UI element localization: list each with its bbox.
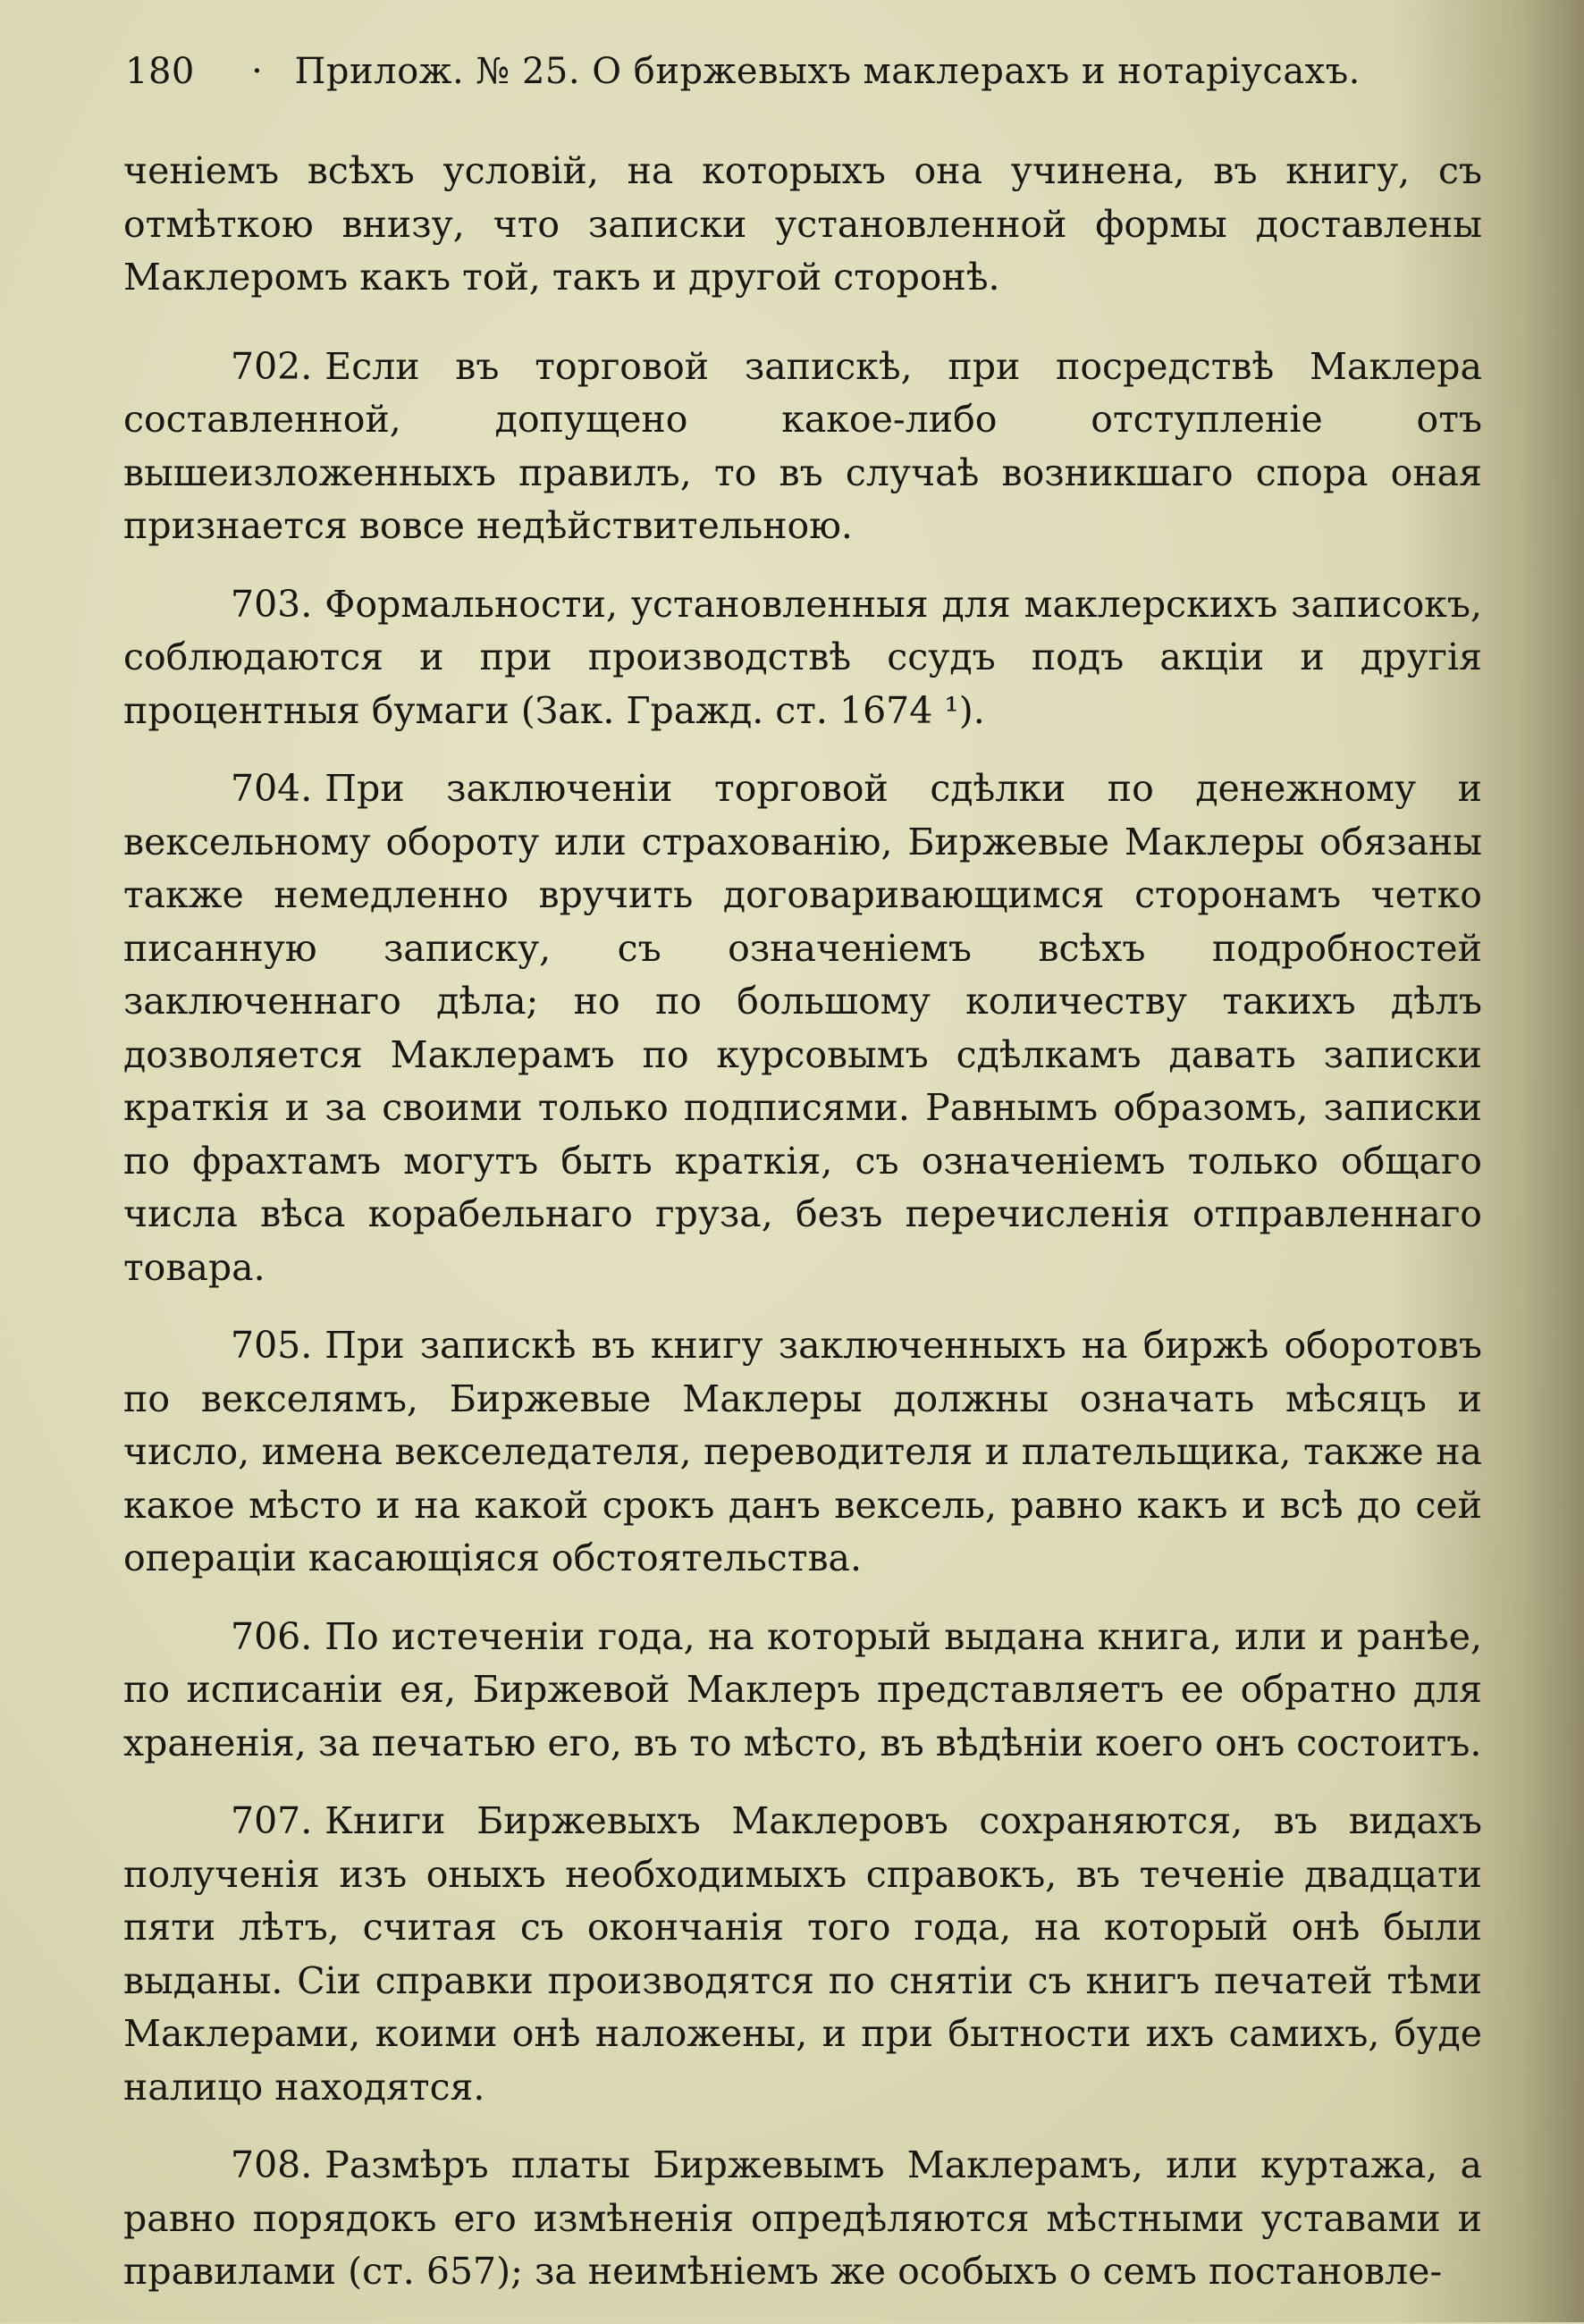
paragraph-text: Книги Биржевыхъ Маклеровъ сохраняются, въ видахъ полученія изъ оныхъ необходимыхъ справокъ, въ теченіе двадцати пяти лѣтъ, считая съ окончанія того года, на который онѣ были выданы. Сіи справки производятся по снятіи съ книгъ печатей тѣми Маклерами, коими онѣ наложены, и при бытности ихъ самихъ, буде налицо находятся. — [123, 1799, 1482, 2109]
article-number: 703. — [231, 582, 313, 626]
article-number: 706. — [231, 1614, 313, 1658]
article-704 — [123, 762, 1482, 1294]
paragraph-text: Формальности, установленныя для маклерскихъ записокъ, соблюдаются и при производствѣ ссудъ подъ акціи и другія процентныя бумаги (Зак. Гражд. ст. 1674 ¹). — [123, 582, 1482, 732]
article-number: 705. — [231, 1324, 313, 1367]
article-number: 702. — [231, 344, 313, 388]
article-705 — [123, 1319, 1482, 1586]
paragraph-text: Если въ торговой запискѣ, при посредствѣ Маклера составленной, допущено какое-либо отступленіе отъ вышеизложенныхъ правилъ, то въ случаѣ возникшаго спора оная признается вовсе недѣйствительною. — [123, 344, 1482, 547]
article-703 — [123, 578, 1482, 738]
paragraph-text: При заключеніи торговой сдѣлки по денежному и вексельному обороту или страхованію, Биржевые Маклеры обязаны также немедленно вручить договаривающимся сторонамъ четко писанную записку, съ означеніемъ всѣхъ подробностей заключеннаго дѣла; но по большому количеству такихъ дѣлъ дозволяется Маклерамъ по курсовымъ сдѣлкамъ давать записки краткія и за своими только подписями. Равнымъ образомъ, записки по фрахтамъ могутъ быть краткія, съ означеніемъ только общаго числа вѣса корабельнаго груза, безъ перечисленія отправленнаго товара. — [123, 767, 1482, 1289]
article-706 — [123, 1611, 1482, 1771]
paragraph-text: При запискѣ въ книгу заключенныхъ на биржѣ оборотовъ по векселямъ, Биржевые Маклеры должны означать мѣсяцъ и число, имена векселедателя, переводителя и плательщика, также на какое мѣсто и на какой срокъ данъ вексель, равно какъ и всѣ до сей операціи касающіяся обстоятельства. — [123, 1324, 1482, 1579]
running-head — [125, 45, 1484, 98]
paragraph-continued — [123, 145, 1482, 305]
paragraph-text: По истеченіи года, на который выдана книга, или и ранѣе, по исписаніи ея, Биржевой Маклеръ представляетъ ее обратно для храненія, за печатью его, въ то мѣсто, въ вѣдѣніи коего онъ состоитъ. — [123, 1614, 1482, 1764]
header-title: Прилож. № 25. О биржевыхъ маклерахъ и нотаріусахъ. — [294, 51, 1361, 92]
header-dot: · — [251, 51, 264, 92]
page-number: 180 — [125, 51, 195, 92]
article-702 — [123, 341, 1482, 553]
article-number: 708. — [231, 2143, 313, 2186]
paragraph-text: ченіемъ всѣхъ условій, на которыхъ она учинена, въ книгу, съ отмѣткою внизу, что записки установленной формы доставлены Маклеромъ какъ той, такъ и другой сторонѣ. — [123, 149, 1482, 299]
article-708 — [123, 2139, 1482, 2299]
article-number: 704. — [231, 767, 313, 810]
text-block — [123, 145, 1482, 2324]
article-number: 707. — [231, 1799, 313, 1842]
paragraph-text: Размѣръ платы Биржевымъ Маклерамъ, или куртажа, а равно порядокъ его измѣненія опредѣляются мѣстными уставами и правилами (ст. 657); за неимѣніемъ же особыхъ о семъ постановле- — [123, 2143, 1482, 2293]
article-707 — [123, 1795, 1482, 2114]
